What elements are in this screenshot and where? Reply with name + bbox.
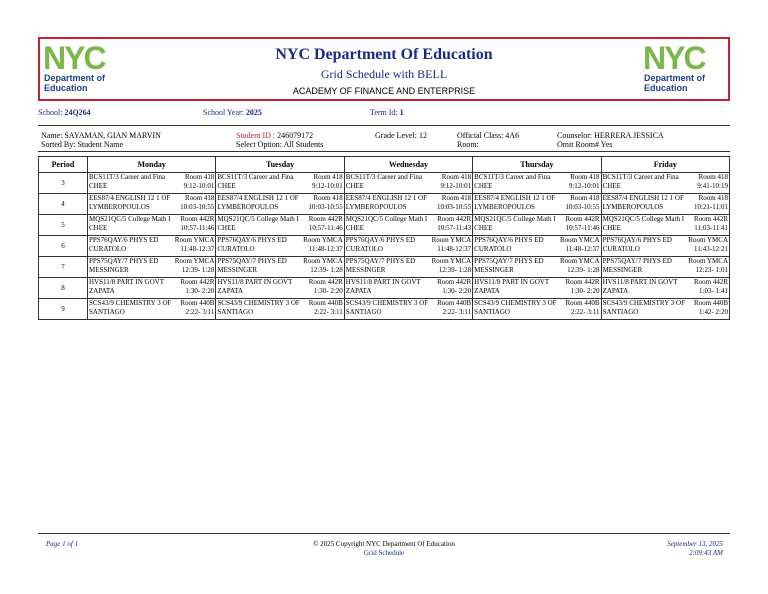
teacher-name: CURATOLO bbox=[345, 245, 383, 253]
class-time: 2:22- 3:11 bbox=[185, 308, 215, 316]
teacher-name: SANTIAGO bbox=[474, 308, 510, 316]
course-code: PPS76QAY/6 PHYS ED bbox=[474, 236, 544, 244]
class-time: 1:42- 2:20 bbox=[699, 308, 728, 316]
teacher-name: ZAPATA bbox=[602, 287, 629, 295]
course-code: SCS43/9 CHEMISTRY 3 OF bbox=[89, 299, 172, 307]
teacher-name: CHEE bbox=[217, 182, 236, 190]
class-time: 10:03-10:55 bbox=[436, 203, 472, 211]
print-datetime bbox=[667, 540, 723, 558]
page-number: Page 1 of 1 bbox=[46, 540, 79, 548]
teacher-name: SANTIAGO bbox=[89, 308, 125, 316]
period-cell: 5 bbox=[39, 215, 88, 236]
class-cell bbox=[88, 215, 216, 236]
logo-dept-text: Department of Education bbox=[644, 73, 706, 93]
room-number: Room YMCA bbox=[174, 236, 215, 244]
course-code: BCS11T/3 Career and Fina bbox=[345, 173, 422, 181]
class-time: 9:12-10:01 bbox=[440, 182, 472, 190]
class-cell bbox=[473, 236, 601, 257]
course-code: PPS76QAY/6 PHYS ED bbox=[217, 236, 287, 244]
class-cell bbox=[344, 278, 472, 299]
room-number: Room 440B bbox=[693, 299, 728, 307]
class-time: 12:39- 1:28 bbox=[181, 266, 215, 274]
class-time: 11:43-12:21 bbox=[694, 245, 728, 253]
term-meta: Term Id: 1 bbox=[370, 108, 404, 117]
teacher-name: CHEE bbox=[474, 182, 493, 190]
class-time: 11:03-11:41 bbox=[694, 224, 728, 232]
teacher-name: CHEE bbox=[602, 224, 621, 232]
print-date: September 13, 2025 bbox=[667, 540, 723, 548]
table-row bbox=[39, 236, 730, 257]
teacher-name: MESSINGER bbox=[602, 266, 643, 274]
course-code: HVS11/8 PART IN GOVT bbox=[89, 278, 164, 286]
class-time: 11:48-12:37 bbox=[437, 245, 472, 253]
class-cell bbox=[601, 278, 729, 299]
room-number: Room 442R bbox=[565, 278, 600, 286]
room-number: Room 418 bbox=[313, 173, 343, 181]
room-number: Room 440B bbox=[565, 299, 600, 307]
class-cell bbox=[88, 173, 216, 194]
teacher-name: ZAPATA bbox=[217, 287, 244, 295]
footer-center bbox=[0, 540, 768, 558]
class-cell bbox=[216, 215, 344, 236]
room-number: Room 418 bbox=[698, 173, 728, 181]
select-option: Select Option: All Students bbox=[236, 140, 324, 149]
course-code: SCS43/9 CHEMISTRY 3 OF bbox=[602, 299, 685, 307]
table-row bbox=[39, 278, 730, 299]
teacher-name: CURATOLO bbox=[89, 245, 127, 253]
room-number: Room YMCA bbox=[688, 257, 728, 265]
class-time: 10:57-11:46 bbox=[565, 224, 600, 232]
course-code: SCS43/9 CHEMISTRY 3 OF bbox=[345, 299, 429, 307]
period-cell: 7 bbox=[39, 257, 88, 278]
class-time: 1:30- 2:20 bbox=[442, 287, 472, 295]
course-code: SCS43/9 CHEMISTRY 3 OF bbox=[474, 299, 557, 307]
class-time: 9:12-10:01 bbox=[183, 182, 215, 190]
class-cell bbox=[601, 194, 729, 215]
teacher-name: ZAPATA bbox=[345, 287, 372, 295]
class-cell bbox=[216, 278, 344, 299]
divider bbox=[38, 151, 730, 152]
course-code: BCS11T/3 Career and Fina bbox=[89, 173, 166, 181]
report-meta-row bbox=[38, 108, 730, 119]
class-time: 1:30- 2:20 bbox=[313, 287, 343, 295]
class-cell bbox=[88, 194, 216, 215]
teacher-name: MESSINGER bbox=[89, 266, 129, 274]
room-number: Room 442R bbox=[565, 215, 600, 223]
schedule-grid bbox=[38, 156, 730, 320]
class-cell bbox=[216, 257, 344, 278]
class-cell bbox=[601, 236, 729, 257]
room-number: Room YMCA bbox=[303, 257, 343, 265]
course-code: HVS11/8 PART IN GOVT bbox=[217, 278, 293, 286]
class-time: 1:30- 2:20 bbox=[185, 287, 215, 295]
room-number: Room 442R bbox=[437, 215, 472, 223]
grade-level: Grade Level: 12 bbox=[375, 131, 427, 140]
col-header-period: Period bbox=[39, 157, 88, 173]
course-code: BCS11T/3 Career and Fina bbox=[602, 173, 679, 181]
class-time: 12:39- 1:28 bbox=[567, 266, 600, 274]
room-number: Room 442R bbox=[693, 278, 728, 286]
course-code: PPS76QAY/6 PHYS ED bbox=[89, 236, 159, 244]
class-cell bbox=[344, 299, 472, 320]
course-code: EES87/4 ENGLISH 12 1 OF bbox=[602, 194, 684, 202]
course-code: MQS21QC/5 College Math I bbox=[217, 215, 299, 223]
divider bbox=[38, 125, 730, 126]
teacher-name: CHEE bbox=[345, 182, 365, 190]
room-number: Room 442R bbox=[693, 215, 728, 223]
report-title: NYC Department Of Education bbox=[275, 46, 493, 63]
period-cell: 9 bbox=[39, 299, 88, 320]
period-cell: 8 bbox=[39, 278, 88, 299]
class-time: 10:03-10:55 bbox=[180, 203, 215, 211]
room-number: Room YMCA bbox=[559, 257, 600, 265]
omit-room: Omit Room# Yes bbox=[557, 140, 613, 149]
course-code: PPS76QAY/6 PHYS ED bbox=[602, 236, 672, 244]
table-row bbox=[39, 299, 730, 320]
teacher-name: CHEE bbox=[602, 182, 621, 190]
teacher-name: MESSINGER bbox=[345, 266, 386, 274]
class-cell bbox=[88, 299, 216, 320]
class-time: 1:03- 1:41 bbox=[699, 287, 728, 295]
room-number: Room 440B bbox=[180, 299, 215, 307]
course-code: PPS75QAY/7 PHYS ED bbox=[89, 257, 159, 265]
course-code: PPS75QAY/7 PHYS ED bbox=[345, 257, 416, 265]
class-time: 11:48-12:37 bbox=[565, 245, 600, 253]
class-cell bbox=[601, 173, 729, 194]
teacher-name: LYMBEROPOULOS bbox=[602, 203, 664, 211]
class-cell bbox=[216, 194, 344, 215]
nyc-logo-icon bbox=[643, 42, 723, 72]
col-header-friday: Friday bbox=[601, 157, 729, 173]
svg-text:NYC: NYC bbox=[643, 42, 705, 72]
class-cell bbox=[88, 278, 216, 299]
class-time: 12:23- 1:01 bbox=[695, 266, 728, 274]
room-number: Room 418 bbox=[698, 194, 728, 202]
class-time: 10:57-11:43 bbox=[437, 224, 472, 232]
course-code: EES87/4 ENGLISH 12 1 OF bbox=[89, 194, 171, 202]
room-number: Room 442R bbox=[180, 278, 215, 286]
teacher-name: CHEE bbox=[345, 224, 365, 232]
class-time: 10:57-11:46 bbox=[180, 224, 215, 232]
room-number: Room 418 bbox=[185, 194, 215, 202]
report-subtitle: Grid Schedule with BELL bbox=[320, 67, 448, 81]
class-cell bbox=[88, 236, 216, 257]
class-cell bbox=[473, 194, 601, 215]
class-time: 2:22- 3:11 bbox=[442, 308, 472, 316]
class-cell bbox=[473, 278, 601, 299]
class-time: 10:03-10:55 bbox=[308, 203, 343, 211]
official-class: Official Class: 4A6 bbox=[457, 131, 520, 140]
course-code: PPS76QAY/6 PHYS ED bbox=[345, 236, 416, 244]
room-number: Room 418 bbox=[441, 194, 472, 202]
school-meta: School: 24Q264 bbox=[38, 108, 91, 117]
class-cell bbox=[473, 299, 601, 320]
logo-dept-text: Department of Education bbox=[44, 73, 106, 93]
class-cell bbox=[344, 236, 472, 257]
course-code: PPS75QAY/7 PHYS ED bbox=[602, 257, 672, 265]
room-number: Room 442R bbox=[180, 215, 215, 223]
col-header-tuesday: Tuesday bbox=[216, 157, 344, 173]
room-number: Room 442R bbox=[308, 278, 343, 286]
teacher-name: LYMBEROPOULOS bbox=[89, 203, 150, 211]
course-code: BCS11T/3 Career and Fina bbox=[217, 173, 294, 181]
course-code: MQS21QC/5 College Math I bbox=[474, 215, 556, 223]
teacher-name: SANTIAGO bbox=[602, 308, 639, 316]
period-cell: 3 bbox=[39, 173, 88, 194]
school-name: ACADEMY OF FINANCE AND ENTERPRISE bbox=[292, 86, 476, 96]
room-number: Room 440B bbox=[437, 299, 472, 307]
nyc-doe-logo-right bbox=[643, 42, 725, 98]
sorted-by: Sorted By: Student Name bbox=[41, 140, 123, 149]
table-row bbox=[39, 215, 730, 236]
student-name: Name: SAYAMAN, GIAN MARVIN bbox=[41, 131, 161, 140]
teacher-name: CHEE bbox=[217, 224, 236, 232]
class-time: 10:21-11:01 bbox=[694, 203, 728, 211]
course-code: EES87/4 ENGLISH 12 1 OF bbox=[474, 194, 556, 202]
teacher-name: ZAPATA bbox=[89, 287, 115, 295]
counselor: Counselor: HERRERA JESSICA bbox=[557, 131, 664, 140]
col-header-monday: Monday bbox=[88, 157, 216, 173]
course-code: HVS11/8 PART IN GOVT bbox=[602, 278, 678, 286]
class-cell bbox=[88, 257, 216, 278]
print-time: 2:09:43 AM bbox=[689, 549, 723, 557]
teacher-name: LYMBEROPOULOS bbox=[217, 203, 279, 211]
class-cell bbox=[473, 257, 601, 278]
course-code: MQS21QC/5 College Math I bbox=[602, 215, 685, 223]
table-row bbox=[39, 257, 730, 278]
teacher-name: CURATOLO bbox=[474, 245, 512, 253]
room-number: Room YMCA bbox=[303, 236, 343, 244]
course-code: EES87/4 ENGLISH 12 1 OF bbox=[217, 194, 299, 202]
teacher-name: SANTIAGO bbox=[345, 308, 382, 316]
footer-divider bbox=[38, 533, 730, 534]
class-cell bbox=[216, 299, 344, 320]
room-number: Room 418 bbox=[313, 194, 343, 202]
class-cell bbox=[344, 173, 472, 194]
table-row bbox=[39, 194, 730, 215]
class-time: 12:39- 1:28 bbox=[438, 266, 472, 274]
teacher-name: CURATOLO bbox=[602, 245, 640, 253]
room-number: Room YMCA bbox=[688, 236, 728, 244]
report-name: Grid Schedule bbox=[363, 549, 405, 557]
class-cell bbox=[473, 215, 601, 236]
class-time: 2:22- 3:11 bbox=[314, 308, 343, 316]
class-time: 9:12-10:01 bbox=[568, 182, 600, 190]
room-number: Room YMCA bbox=[431, 236, 472, 244]
class-time: 1:30- 2:20 bbox=[570, 287, 600, 295]
teacher-name: MESSINGER bbox=[474, 266, 514, 274]
teacher-name: CHEE bbox=[474, 224, 493, 232]
course-code: PPS75QAY/7 PHYS ED bbox=[217, 257, 287, 265]
room-number: Room 442R bbox=[437, 278, 472, 286]
course-code: MQS21QC/5 College Math I bbox=[345, 215, 428, 223]
class-time: 10:03-10:55 bbox=[565, 203, 600, 211]
svg-text:NYC: NYC bbox=[43, 42, 105, 72]
class-cell bbox=[601, 257, 729, 278]
grid-body bbox=[39, 173, 730, 320]
class-cell bbox=[216, 236, 344, 257]
teacher-name: SANTIAGO bbox=[217, 308, 254, 316]
room: Room: bbox=[457, 140, 479, 149]
col-header-thursday: Thursday bbox=[473, 157, 601, 173]
class-time: 11:48-12:37 bbox=[308, 245, 343, 253]
class-time: 9:12-10:01 bbox=[312, 182, 343, 190]
course-code: HVS11/8 PART IN GOVT bbox=[345, 278, 421, 286]
class-cell bbox=[601, 215, 729, 236]
class-cell bbox=[216, 173, 344, 194]
course-code: MQS21QC/5 College Math I bbox=[89, 215, 171, 223]
room-number: Room 442R bbox=[308, 215, 343, 223]
course-code: SCS43/9 CHEMISTRY 3 OF bbox=[217, 299, 300, 307]
teacher-name: LYMBEROPOULOS bbox=[474, 203, 535, 211]
class-cell bbox=[344, 257, 472, 278]
teacher-name: CHEE bbox=[89, 224, 108, 232]
teacher-name: MESSINGER bbox=[217, 266, 258, 274]
room-number: Room 418 bbox=[185, 173, 215, 181]
class-cell bbox=[473, 173, 601, 194]
room-number: Room 418 bbox=[570, 173, 600, 181]
course-code: BCS11T/3 Career and Fina bbox=[474, 173, 551, 181]
col-header-wednesday: Wednesday bbox=[344, 157, 472, 173]
teacher-name: CURATOLO bbox=[217, 245, 255, 253]
class-cell bbox=[344, 215, 472, 236]
room-number: Room 440B bbox=[308, 299, 343, 307]
student-id: Student ID : 246079172 bbox=[236, 131, 314, 140]
course-code: EES87/4 ENGLISH 12 1 OF bbox=[345, 194, 428, 202]
class-time: 12:39- 1:28 bbox=[310, 266, 343, 274]
table-row bbox=[39, 173, 730, 194]
room-number: Room 418 bbox=[441, 173, 472, 181]
room-number: Room 418 bbox=[570, 194, 600, 202]
class-time: 9:41-10:19 bbox=[697, 182, 728, 190]
class-cell bbox=[601, 299, 729, 320]
grid-header-row bbox=[39, 157, 730, 173]
course-code: HVS11/8 PART IN GOVT bbox=[474, 278, 550, 286]
class-cell bbox=[344, 194, 472, 215]
room-number: Room YMCA bbox=[174, 257, 215, 265]
teacher-name: CHEE bbox=[89, 182, 108, 190]
course-code: PPS75QAY/7 PHYS ED bbox=[474, 257, 544, 265]
period-cell: 4 bbox=[39, 194, 88, 215]
school-year-meta: School Year: 2025 bbox=[203, 108, 262, 117]
room-number: Room YMCA bbox=[559, 236, 600, 244]
period-cell: 6 bbox=[39, 236, 88, 257]
copyright: © 2025 Copyright NYC Department Of Education bbox=[313, 540, 455, 548]
class-time: 10:57-11:46 bbox=[308, 224, 343, 232]
room-number: Room YMCA bbox=[431, 257, 472, 265]
teacher-name: LYMBEROPOULOS bbox=[345, 203, 407, 211]
report-header bbox=[38, 37, 730, 101]
class-time: 2:22- 3:11 bbox=[570, 308, 600, 316]
teacher-name: ZAPATA bbox=[474, 287, 500, 295]
class-time: 11:48-12:37 bbox=[180, 245, 215, 253]
